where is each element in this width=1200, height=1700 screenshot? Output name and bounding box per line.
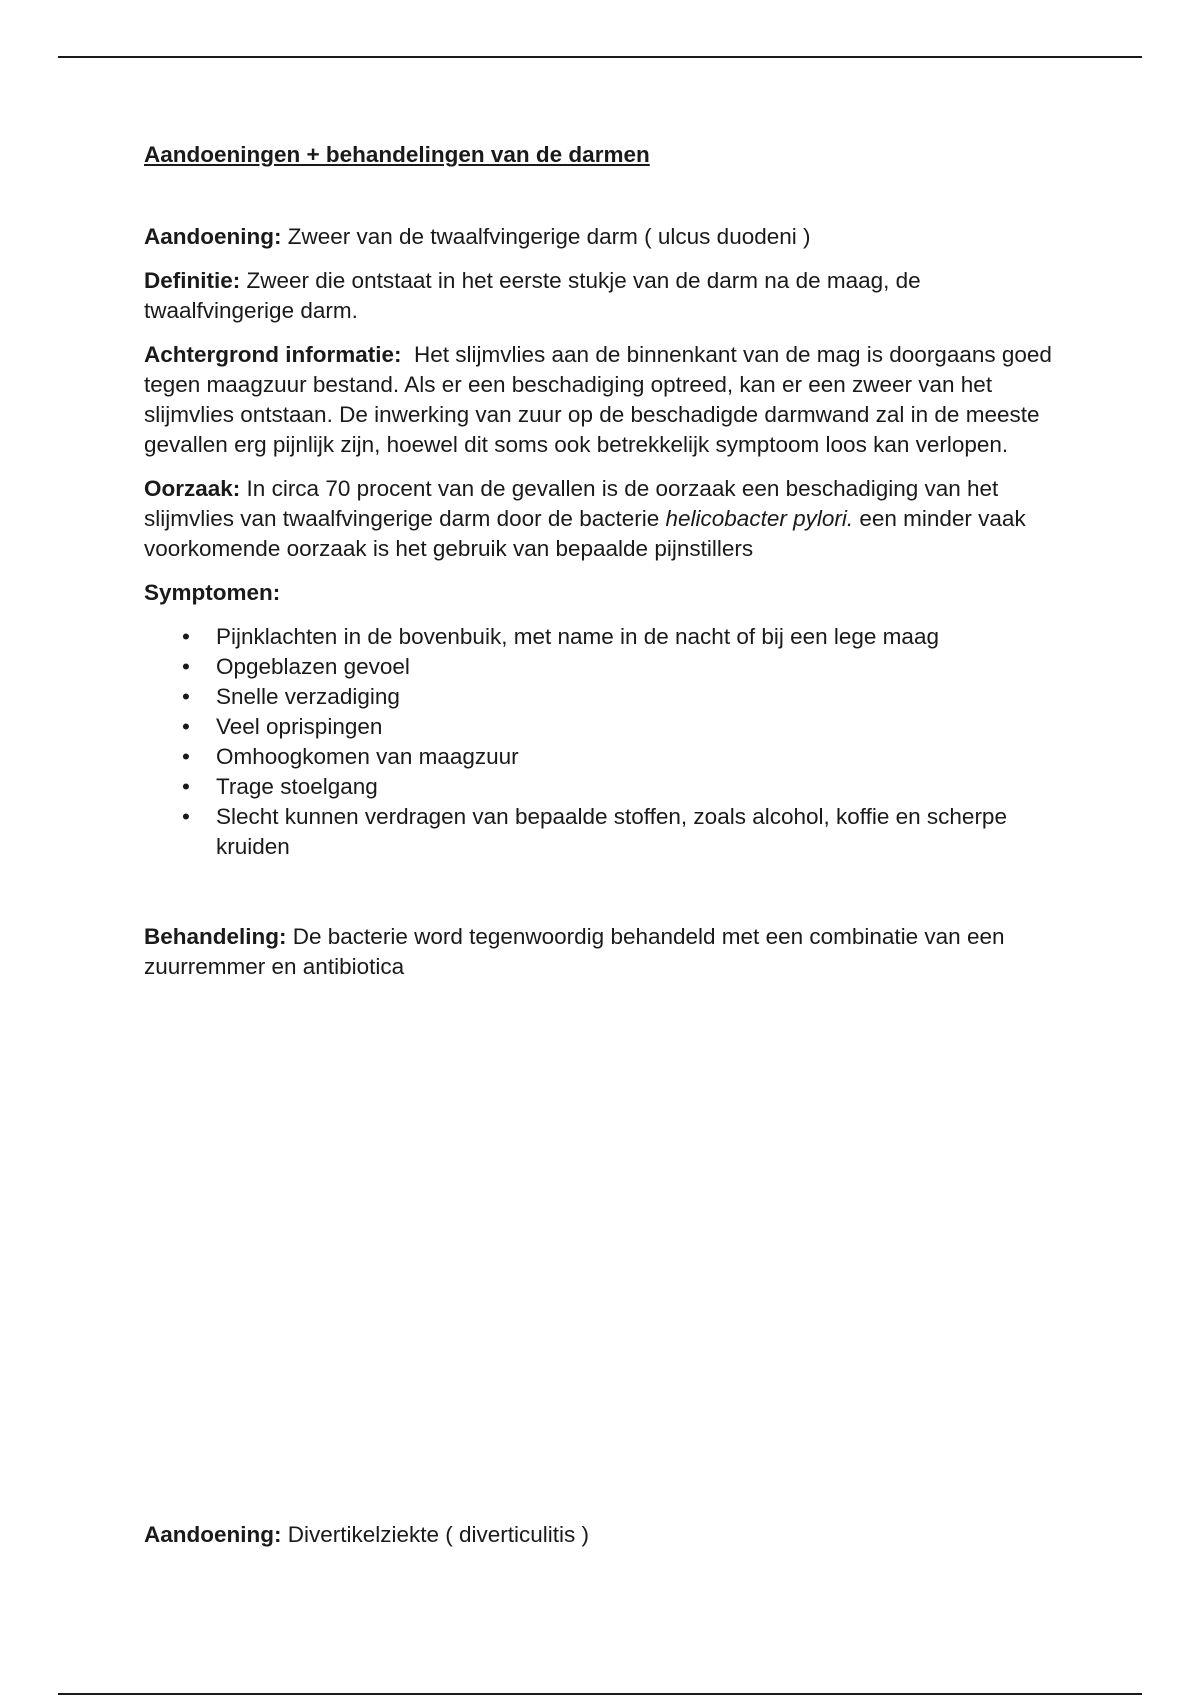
bullet-icon: •: [182, 654, 190, 679]
aandoening-label: Aandoening:: [144, 224, 282, 249]
document-body: [144, 140, 1074, 982]
definitie-label: Definitie:: [144, 268, 241, 293]
list-item-text: Snelle verzadiging: [216, 684, 400, 709]
aandoening-text: Zweer van de twaalfvingerige darm ( ulcus duodeni ): [281, 224, 811, 249]
list-item-text: Opgeblazen gevoel: [216, 654, 410, 679]
bullet-icon: •: [182, 804, 190, 829]
oorzaak-paragraph: [144, 474, 1074, 564]
bullet-icon: •: [182, 744, 190, 769]
second-section: [144, 1520, 1074, 1550]
list-item-text: Slecht kunnen verdragen van bepaalde stoffen, zoals alcohol, koffie en scherpe kruiden: [216, 804, 1007, 859]
definitie-paragraph: [144, 266, 1074, 326]
list-item: [144, 742, 1074, 772]
oorzaak-text: In circa 70 procent van de gevallen is de oorzaak een beschadiging van het slijmvlies van twaalfvingerige darm door de bacterie: [144, 476, 999, 531]
aandoening-paragraph-2: [144, 1520, 1074, 1550]
oorzaak-label: Oorzaak:: [144, 476, 241, 501]
behandeling-paragraph: [144, 922, 1074, 982]
document-title: Aandoeningen + behandelingen van de darmen: [144, 142, 650, 167]
list-item: [144, 772, 1074, 802]
behandeling-text: De bacterie word tegenwoordig behandeld met een combinatie van een zuurremmer en antibiotica: [144, 924, 1005, 979]
symptomen-heading: [144, 578, 1074, 608]
aandoening-text-2: Divertikelziekte ( diverticulitis ): [281, 1522, 590, 1547]
bullet-icon: •: [182, 684, 190, 709]
list-item-text: Veel oprispingen: [216, 714, 383, 739]
list-item-text: Trage stoelgang: [216, 774, 378, 799]
list-item-text: Pijnklachten in de bovenbuik, met name in de nacht of bij een lege maag: [216, 624, 939, 649]
achtergrond-text: Het slijmvlies aan de binnenkant van de mag is doorgaans goed tegen maagzuur bestand. Als er een beschadiging optreed, kan er een zweer van het slijmvlies ontstaan. De inwerking van zuur op de beschadigde darmwand zal in de meeste gevallen erg pijnlijk zijn, hoewel dit soms ook betrekkelijk symptoom loos kan verlopen.: [144, 342, 1065, 457]
bullet-icon: •: [182, 774, 190, 799]
behandeling-label: Behandeling:: [144, 924, 287, 949]
bullet-icon: •: [182, 714, 190, 739]
oorzaak-text-after: een minder vaak voorkomende oorzaak is het gebruik van bepaalde pijnstillers: [144, 506, 1026, 561]
header-rule: [58, 56, 1142, 58]
aandoening-label-2: Aandoening:: [144, 1522, 282, 1547]
list-item: [144, 802, 1074, 862]
list-item: [144, 712, 1074, 742]
footer-rule: [58, 1693, 1142, 1695]
achtergrond-paragraph: [144, 340, 1074, 460]
list-item: [144, 622, 1074, 652]
bullet-icon: •: [182, 624, 190, 649]
list-item-text: Omhoogkomen van maagzuur: [216, 744, 519, 769]
aandoening-paragraph: [144, 222, 1074, 252]
symptomen-label: Symptomen:: [144, 580, 281, 605]
definitie-text: Zweer die ontstaat in het eerste stukje van de darm na de maag, de twaalfvingerige darm.: [144, 268, 921, 323]
symptom-list: [144, 622, 1074, 862]
achtergrond-label: Achtergrond informatie:: [144, 342, 402, 367]
list-item: [144, 682, 1074, 712]
oorzaak-bacteria-name: helicobacter pylori.: [665, 506, 854, 531]
list-item: [144, 652, 1074, 682]
